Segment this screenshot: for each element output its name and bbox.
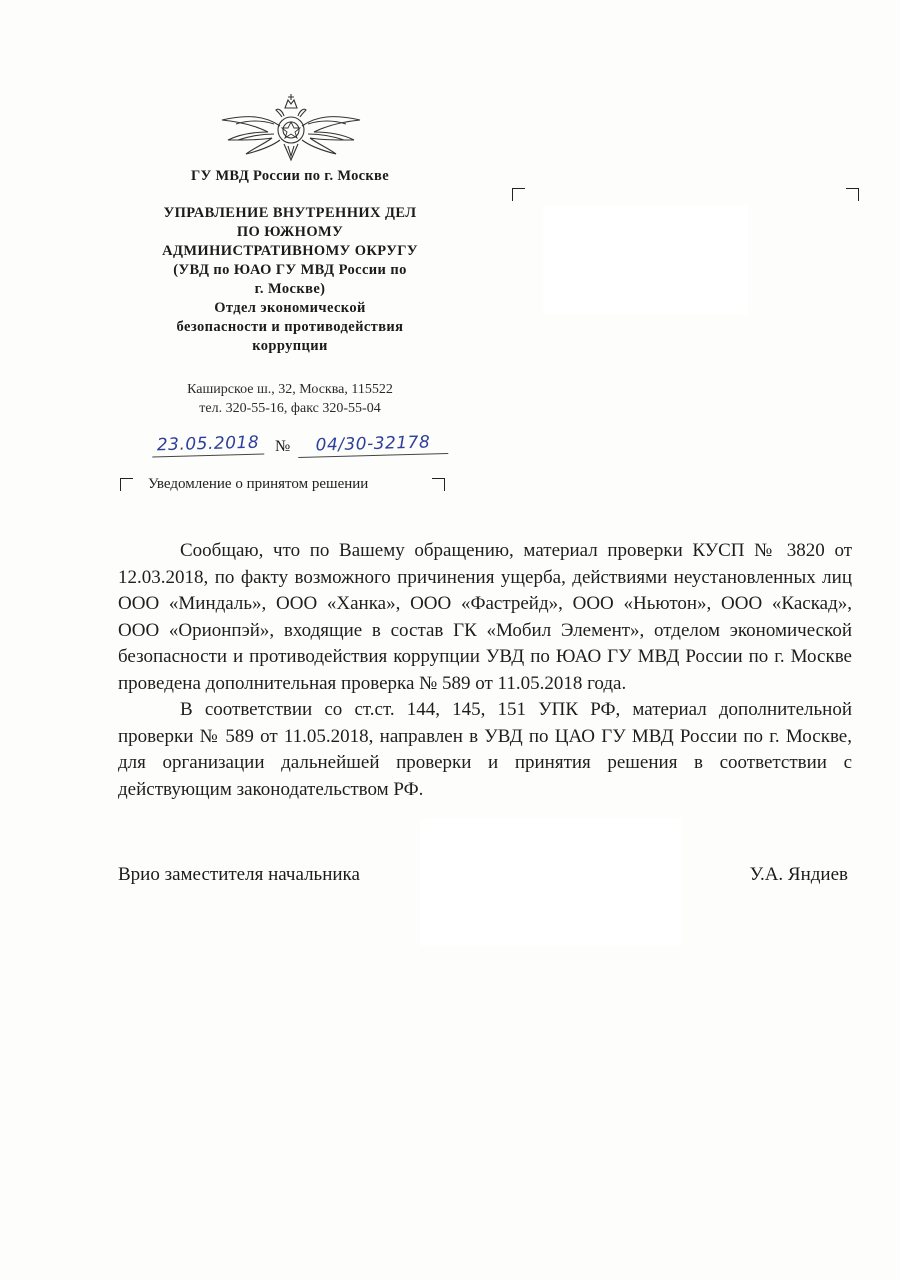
corner-mark <box>846 188 859 201</box>
corner-mark <box>432 478 445 491</box>
phone-line: тел. 320-55-16, факс 320-55-04 <box>199 401 381 416</box>
signatory-name: У.А. Яндиев <box>749 864 848 885</box>
address-block <box>110 380 470 418</box>
address-line: Каширское ш., 32, Москва, 115522 <box>187 382 393 397</box>
department-line: ПО ЮЖНОМУ <box>236 224 344 240</box>
body-paragraph: Сообщаю, что по Вашему обращению, материал проверки КУСП № 3820 от 12.03.2018, по факту возможного причинения ущерба, действиями неустановленных лиц ООО «Миндаль», ООО «Ханка», ООО «Фастрейд», ООО «Ньютон», ООО «Каскад», ООО «Орионпэй», входящие в состав ГК «Мобил Элемент», отделом экономической безопасности и противодействия коррупции УВД по ЮАО ГУ МВД России по г. Москве проведена дополнительная проверка № 589 от 11.05.2018 года. <box>118 540 852 694</box>
registration-date: 23.05.2018 <box>152 433 265 458</box>
corner-mark <box>120 478 133 491</box>
redacted-recipient <box>543 205 748 315</box>
department-block <box>110 204 470 356</box>
letter-subject: Уведомление о принятом решении <box>148 476 369 492</box>
body-paragraph: В соответствии со ст.ст. 144, 145, 151 УПК РФ, материал дополнительной проверки № 589 от 11.05.2018, направлен в УВД по ЦАО ГУ МВД России по г. Москве, для организации дальнейшей проверки и принятия решения в соответствии с действующим законодательством РФ. <box>118 699 852 800</box>
letter-body <box>118 538 852 803</box>
department-line: безопасности и противодействия <box>176 319 404 335</box>
department-line: (УВД по ЮАО ГУ МВД России по <box>173 262 407 278</box>
department-line: коррупции <box>252 338 328 354</box>
redacted-signature <box>420 818 682 946</box>
department-line: Отдел экономической <box>214 300 366 316</box>
organization-name: ГУ МВД России по г. Москве <box>191 168 389 184</box>
department-line: УПРАВЛЕНИЕ ВНУТРЕННИХ ДЕЛ <box>163 205 417 221</box>
corner-mark <box>512 188 525 201</box>
department-line: г. Москве) <box>254 281 326 297</box>
signatory-title: Врио заместителя начальника <box>118 864 360 885</box>
department-line: АДМИНИСТРАТИВНОМУ ОКРУГУ <box>162 243 418 259</box>
number-sign: № <box>275 438 291 455</box>
registration-number: 04/30-32178 <box>298 432 449 458</box>
registration-line <box>150 432 450 462</box>
eagle-emblem-icon <box>218 88 364 162</box>
